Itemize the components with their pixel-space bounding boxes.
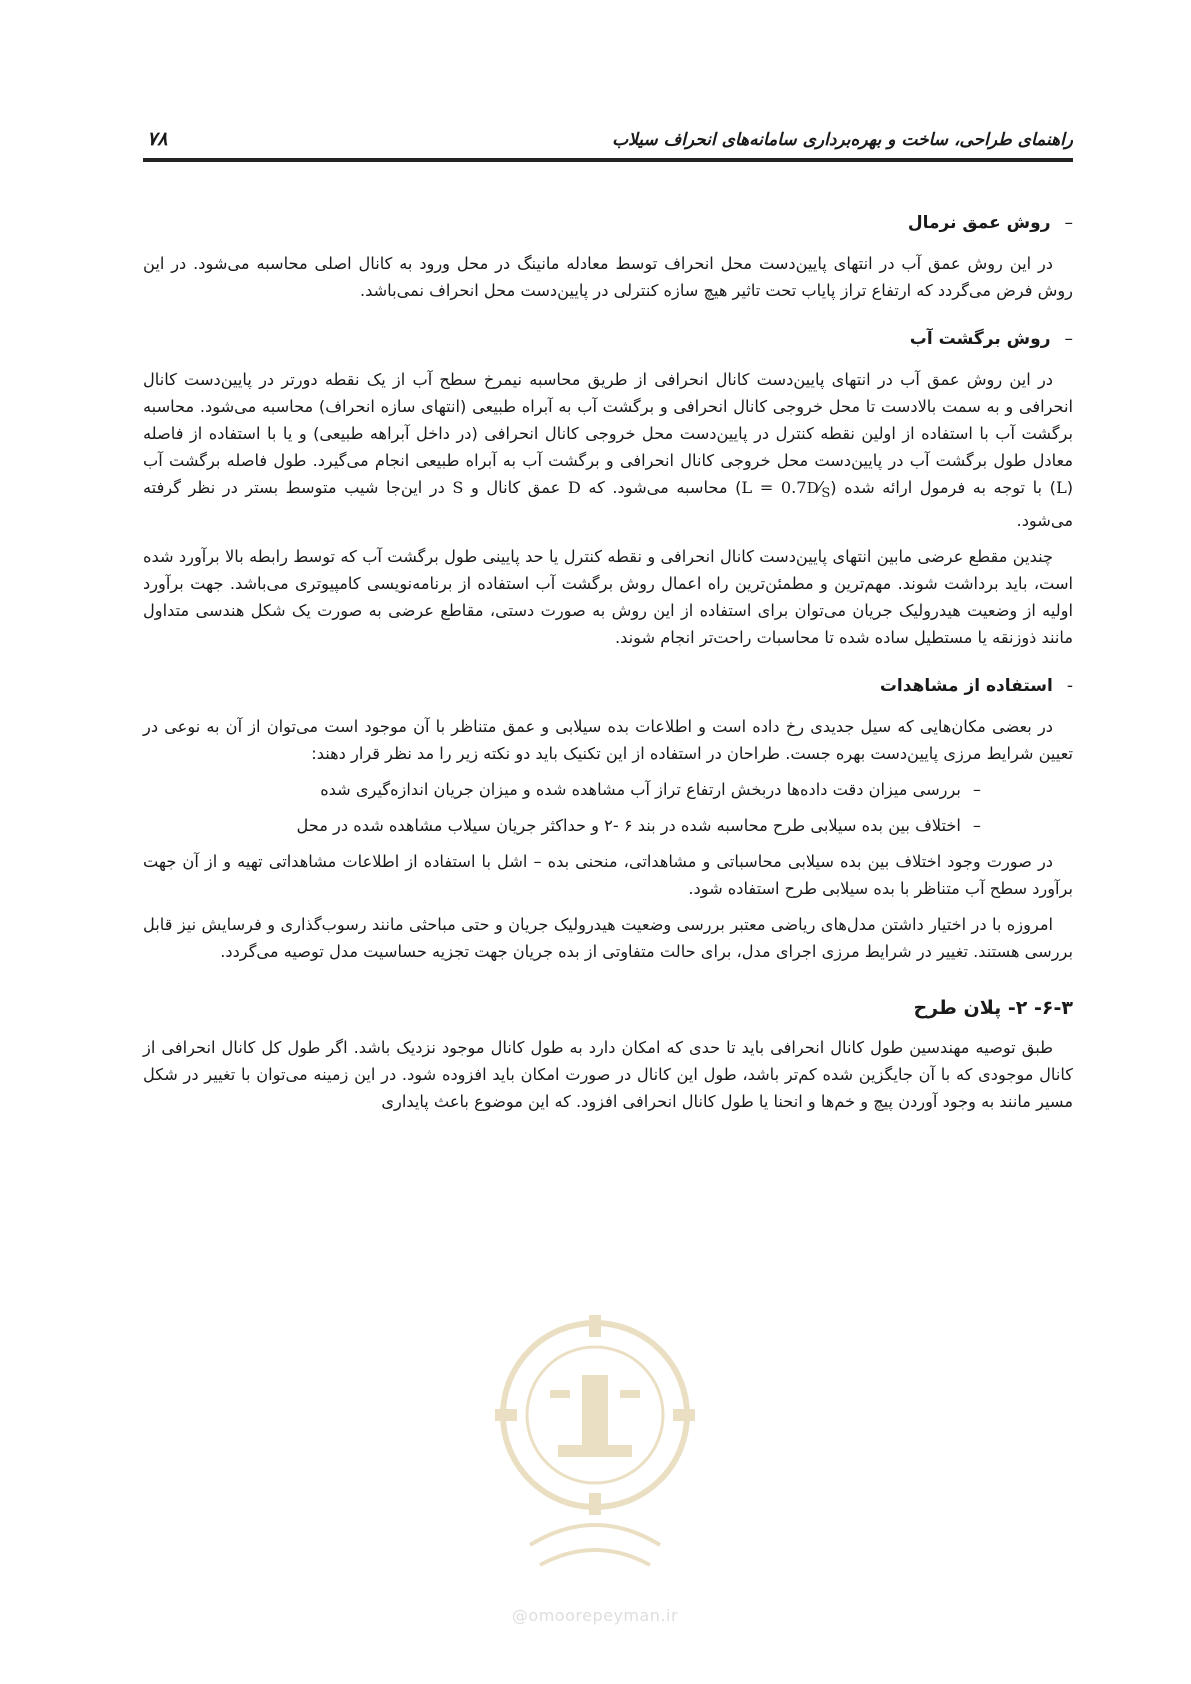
- list-item: [143, 812, 1073, 839]
- bullet-text: بررسی میزان دقت داده‌ها دربخش ارتفاع تراز آب مشاهده شده و میزان جریان اندازه‌گیری شده: [320, 780, 961, 799]
- symbol-d: D: [567, 478, 581, 497]
- paragraph-mathematical-models: امروزه با در اختیار داشتن مدل‌های ریاضی معتبر بررسی وضعیت هیدرولیک جریان و حتی مباحثی مانند رسوب‌گذاری و فرسایش نیز قابل بررسی هستند. تغییر در شرایط مرزی اجرای مدل، برای حالت متفاوتی از بده جریان جهت تجزیه حساسیت مدل توصیه می‌گردد.: [143, 915, 1073, 961]
- paragraph-rating-curve: در صورت وجود اختلاف بین بده سیلابی محاسباتی و مشاهداتی، منحنی بده – اشل با استفاده از اطلاعات مشاهداتی تهیه و از آن جهت برآورد سطح آب متناظر با بده سیلابی طرح استفاده شود.: [143, 852, 1073, 898]
- paragraph-backwater-method: [143, 366, 1073, 534]
- heading-observations: [143, 673, 1073, 700]
- watermark-logo-icon: [470, 1295, 720, 1595]
- text-run: ) با توجه به فرمول ارائه شده (: [830, 478, 1056, 497]
- heading-text: روش برگشت آب: [909, 329, 1051, 349]
- heading-text: استفاده از مشاهدات: [879, 676, 1053, 696]
- paragraph-observations-intro: در بعضی مکان‌هایی که سیل جدیدی رخ داده است و اطلاعات بده سیلابی و عمق متناظر با آن موجود است می‌توان از آن به نوعی در تعیین شرایط مرزی پایین‌دست بهره جست. طراحان در استفاده از این تکنیک باید دو نکته زیر را مد نظر قرار دهند:: [143, 717, 1073, 763]
- page-body: [143, 210, 1073, 1124]
- text-run: ) محاسبه می‌شود. که: [580, 478, 742, 497]
- text-run: در این روش عمق آب در انتهای پایین‌دست کانال انحرافی از طریق محاسبه نیمرخ سطح آب از یک نقطه دورتر در پایین‌دست کانال انحرافی و به سمت بالادست تا محل خروجی کانال انحرافی و برگشت آب به آبراه طبیعی (انتهای سازه انحراف) محاسبه می‌شود. محاسبه برگشت آب با استفاده از اولین نقطه کنترل در پایین‌دست محل خروجی کانال انحرافی (در داخل آبراهه طبیعی) و یا با استفاده از فاصله معادل طول برگشت آب در پایین‌دست محل خروجی کانال انحرافی و برگشت آب به آبراه طبیعی انجام می‌گیرد. طول فاصله برگشت آب (: [143, 370, 1074, 497]
- watermark-site: @omoorepeyman.ir: [511, 1606, 679, 1625]
- heading-backwater: [143, 326, 1073, 353]
- header-rule: [143, 158, 1073, 162]
- heading-dash: -: [1066, 676, 1073, 696]
- heading-text: روش عمق نرمال: [907, 213, 1051, 233]
- formula-main: L = 0.7: [741, 478, 807, 497]
- page-number: ۷۸: [147, 128, 168, 150]
- watermark: [470, 1295, 720, 1625]
- heading-dash: –: [1064, 213, 1073, 233]
- text-run: در این‌جا شیب متوسط بستر در نظر گرفته می‌شود.: [143, 478, 1073, 530]
- section-heading-plan: ۶-۳- ۲- پلان طرح: [913, 997, 1073, 1019]
- bullet-dash: –: [972, 816, 981, 835]
- bullet-text: اختلاف بین بده سیلابی طرح محاسبه شده در بند ۶ -۲ و حداکثر جریان سیلاب مشاهده شده در محل: [296, 816, 961, 835]
- text-run: عمق کانال و: [463, 478, 568, 497]
- heading-normal-depth: [143, 210, 1073, 237]
- paragraph-normal-depth: در این روش عمق آب در انتهای پایین‌دست محل انحراف توسط معادله مانینگ در محل ورود به کانال اصلی محاسبه می‌شود. در این روش فرض می‌گردد که ارتفاع تراز پایاب تحت تاثیر هیچ سازه کنترلی در پایین‌دست محل انحراف نمی‌باشد.: [143, 254, 1073, 300]
- paragraph-plan: طبق توصیه مهندسین طول کانال انحرافی باید تا حدی که امکان دارد به طول کانال موجود نزدیک باشد. اگر طول کل کانال انحرافی از کانال موجودی که با آن جایگزین شده کم‌تر باشد، طول این کانال در صورت امکان باید افزوده شود. در این زمینه می‌توان با تغییر در شکل مسیر مانند به وجود آوردن پیچ و خم‌ها و انحنا یا طول کانال انحرافی افزود. که این موضوع باعث پایداری: [143, 1038, 1073, 1111]
- backwater-length-formula: $L = 0.7D⁄_S$: [741, 478, 831, 501]
- symbol-l: L: [1055, 478, 1067, 497]
- formula-numerator: D: [806, 479, 819, 497]
- bullet-dash: –: [972, 780, 981, 799]
- paragraph-cross-sections: چندین مقطع عرضی مابین انتهای پایین‌دست کانال انحرافی و نقطه کنترل یا حد پایینی طول برگشت آب که توسط رابطه بالا برآورد شده است، باید برداشت شوند. مهم‌ترین و مطمئن‌ترین راه اعمال روش برگشت آب استفاده از برنامه‌نویسی کامپیوتری می‌باشد. جهت برآورد اولیه از وضعیت هیدرولیک جریان می‌توان برای استفاده از این روش به صورت دستی، مقاطع عرضی به صورت یک شکل هندسی متداول مانند ذوزنقه یا مستطیل ساده شده تا محاسبات راحت‌تر انجام شوند.: [143, 547, 1073, 647]
- formula-denominator: S: [821, 486, 831, 501]
- list-item: [143, 776, 1073, 803]
- running-title: راهنمای طراحی، ساخت و بهره‌برداری سامانه‌های انحراف سیلاب: [612, 130, 1073, 150]
- heading-dash: –: [1064, 329, 1073, 349]
- symbol-s: S: [452, 478, 464, 497]
- page-header: [143, 120, 1073, 160]
